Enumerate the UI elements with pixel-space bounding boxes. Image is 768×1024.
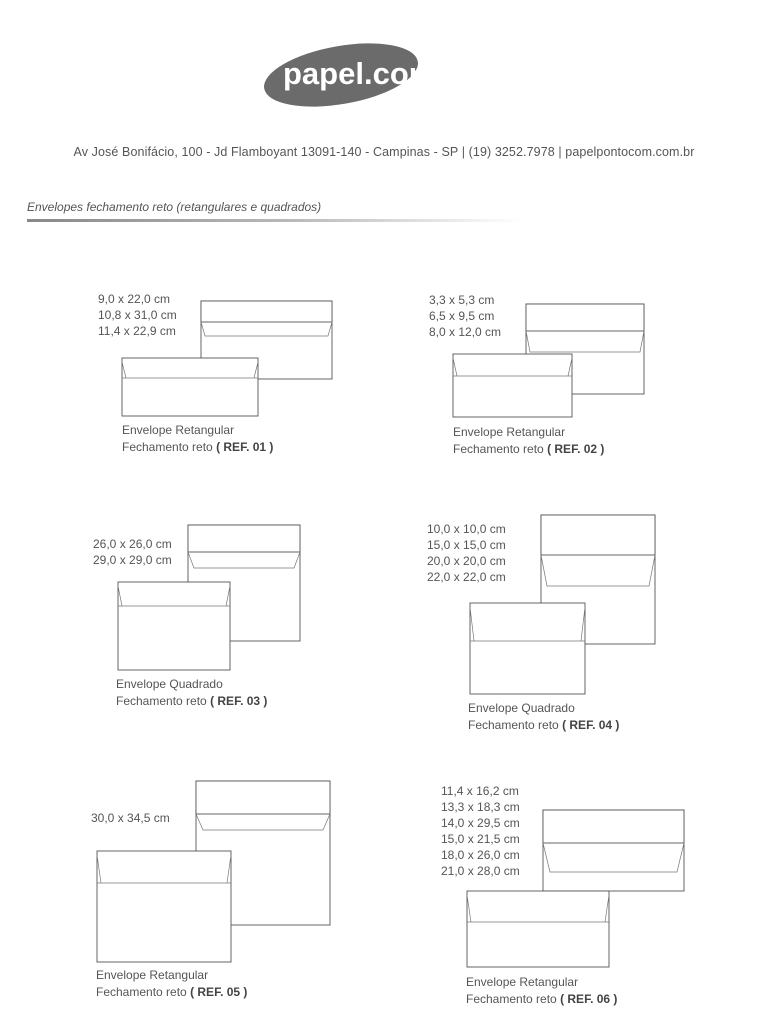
product-ref: ( REF. 05 ) [190, 985, 248, 999]
size-item: 22,0 x 22,0 cm [427, 570, 506, 584]
product-caption [468, 700, 619, 734]
product-caption [116, 676, 267, 710]
size-item: 20,0 x 20,0 cm [427, 554, 506, 568]
size-list [429, 292, 501, 340]
product-closure: Fechamento reto [96, 985, 187, 999]
product-name: Envelope Retangular [453, 425, 566, 439]
size-item: 30,0 x 34,5 cm [91, 811, 170, 825]
size-item: 11,4 x 16,2 cm [441, 784, 519, 798]
company-address: Av José Bonifácio, 100 - Jd Flamboyant 13091-140 - Campinas - SP | (19) 3252.7978 | papelpontocom.com.br [73, 145, 695, 159]
product-name: Envelope Retangular [466, 975, 579, 989]
product-closure: Fechamento reto [468, 718, 559, 732]
product-caption [466, 974, 617, 1008]
product-caption [453, 424, 604, 458]
size-item: 29,0 x 29,0 cm [93, 553, 172, 567]
product-closure: Fechamento reto [466, 992, 557, 1006]
size-item: 6,5 x 9,5 cm [429, 309, 495, 323]
product-closure: Fechamento reto [122, 440, 213, 454]
product-name: Envelope Quadrado [468, 701, 575, 715]
size-list [427, 521, 506, 585]
product-ref: ( REF. 01 ) [216, 440, 274, 454]
product-closure: Fechamento reto [116, 694, 207, 708]
size-item: 18,0 x 26,0 cm [441, 848, 520, 862]
section-divider [27, 219, 522, 222]
size-item: 13,3 x 18,3 cm [441, 800, 520, 814]
size-item: 21,0 x 28,0 cm [441, 864, 520, 878]
size-item: 15,0 x 15,0 cm [427, 538, 506, 552]
papel-com-logo [263, 42, 503, 108]
size-list [98, 291, 177, 339]
product-name: Envelope Retangular [96, 968, 209, 982]
size-item: 3,3 x 5,3 cm [429, 293, 495, 307]
size-item: 10,0 x 10,0 cm [427, 522, 506, 536]
size-list [93, 536, 172, 568]
product-ref: ( REF. 02 ) [547, 442, 605, 456]
product-ref: ( REF. 06 ) [560, 992, 618, 1006]
size-item: 26,0 x 26,0 cm [93, 537, 172, 551]
size-list [91, 810, 170, 826]
product-closure: Fechamento reto [453, 442, 544, 456]
size-item: 11,4 x 22,9 cm [98, 324, 176, 338]
product-ref: ( REF. 04 ) [562, 718, 620, 732]
size-list [441, 783, 520, 879]
svg-text:papel.com: papel.com [283, 56, 437, 91]
size-item: 15,0 x 21,5 cm [441, 832, 520, 846]
product-name: Envelope Retangular [122, 423, 235, 437]
size-item: 10,8 x 31,0 cm [98, 308, 177, 322]
size-item: 8,0 x 12,0 cm [429, 325, 502, 339]
size-item: 9,0 x 22,0 cm [98, 292, 171, 306]
product-ref: ( REF. 03 ) [210, 694, 268, 708]
section-title: Envelopes fechamento reto (retangulares e quadrados) [27, 200, 322, 214]
product-caption [122, 422, 273, 456]
product-caption [96, 967, 247, 1001]
product-name: Envelope Quadrado [116, 677, 223, 691]
size-item: 14,0 x 29,5 cm [441, 816, 520, 830]
